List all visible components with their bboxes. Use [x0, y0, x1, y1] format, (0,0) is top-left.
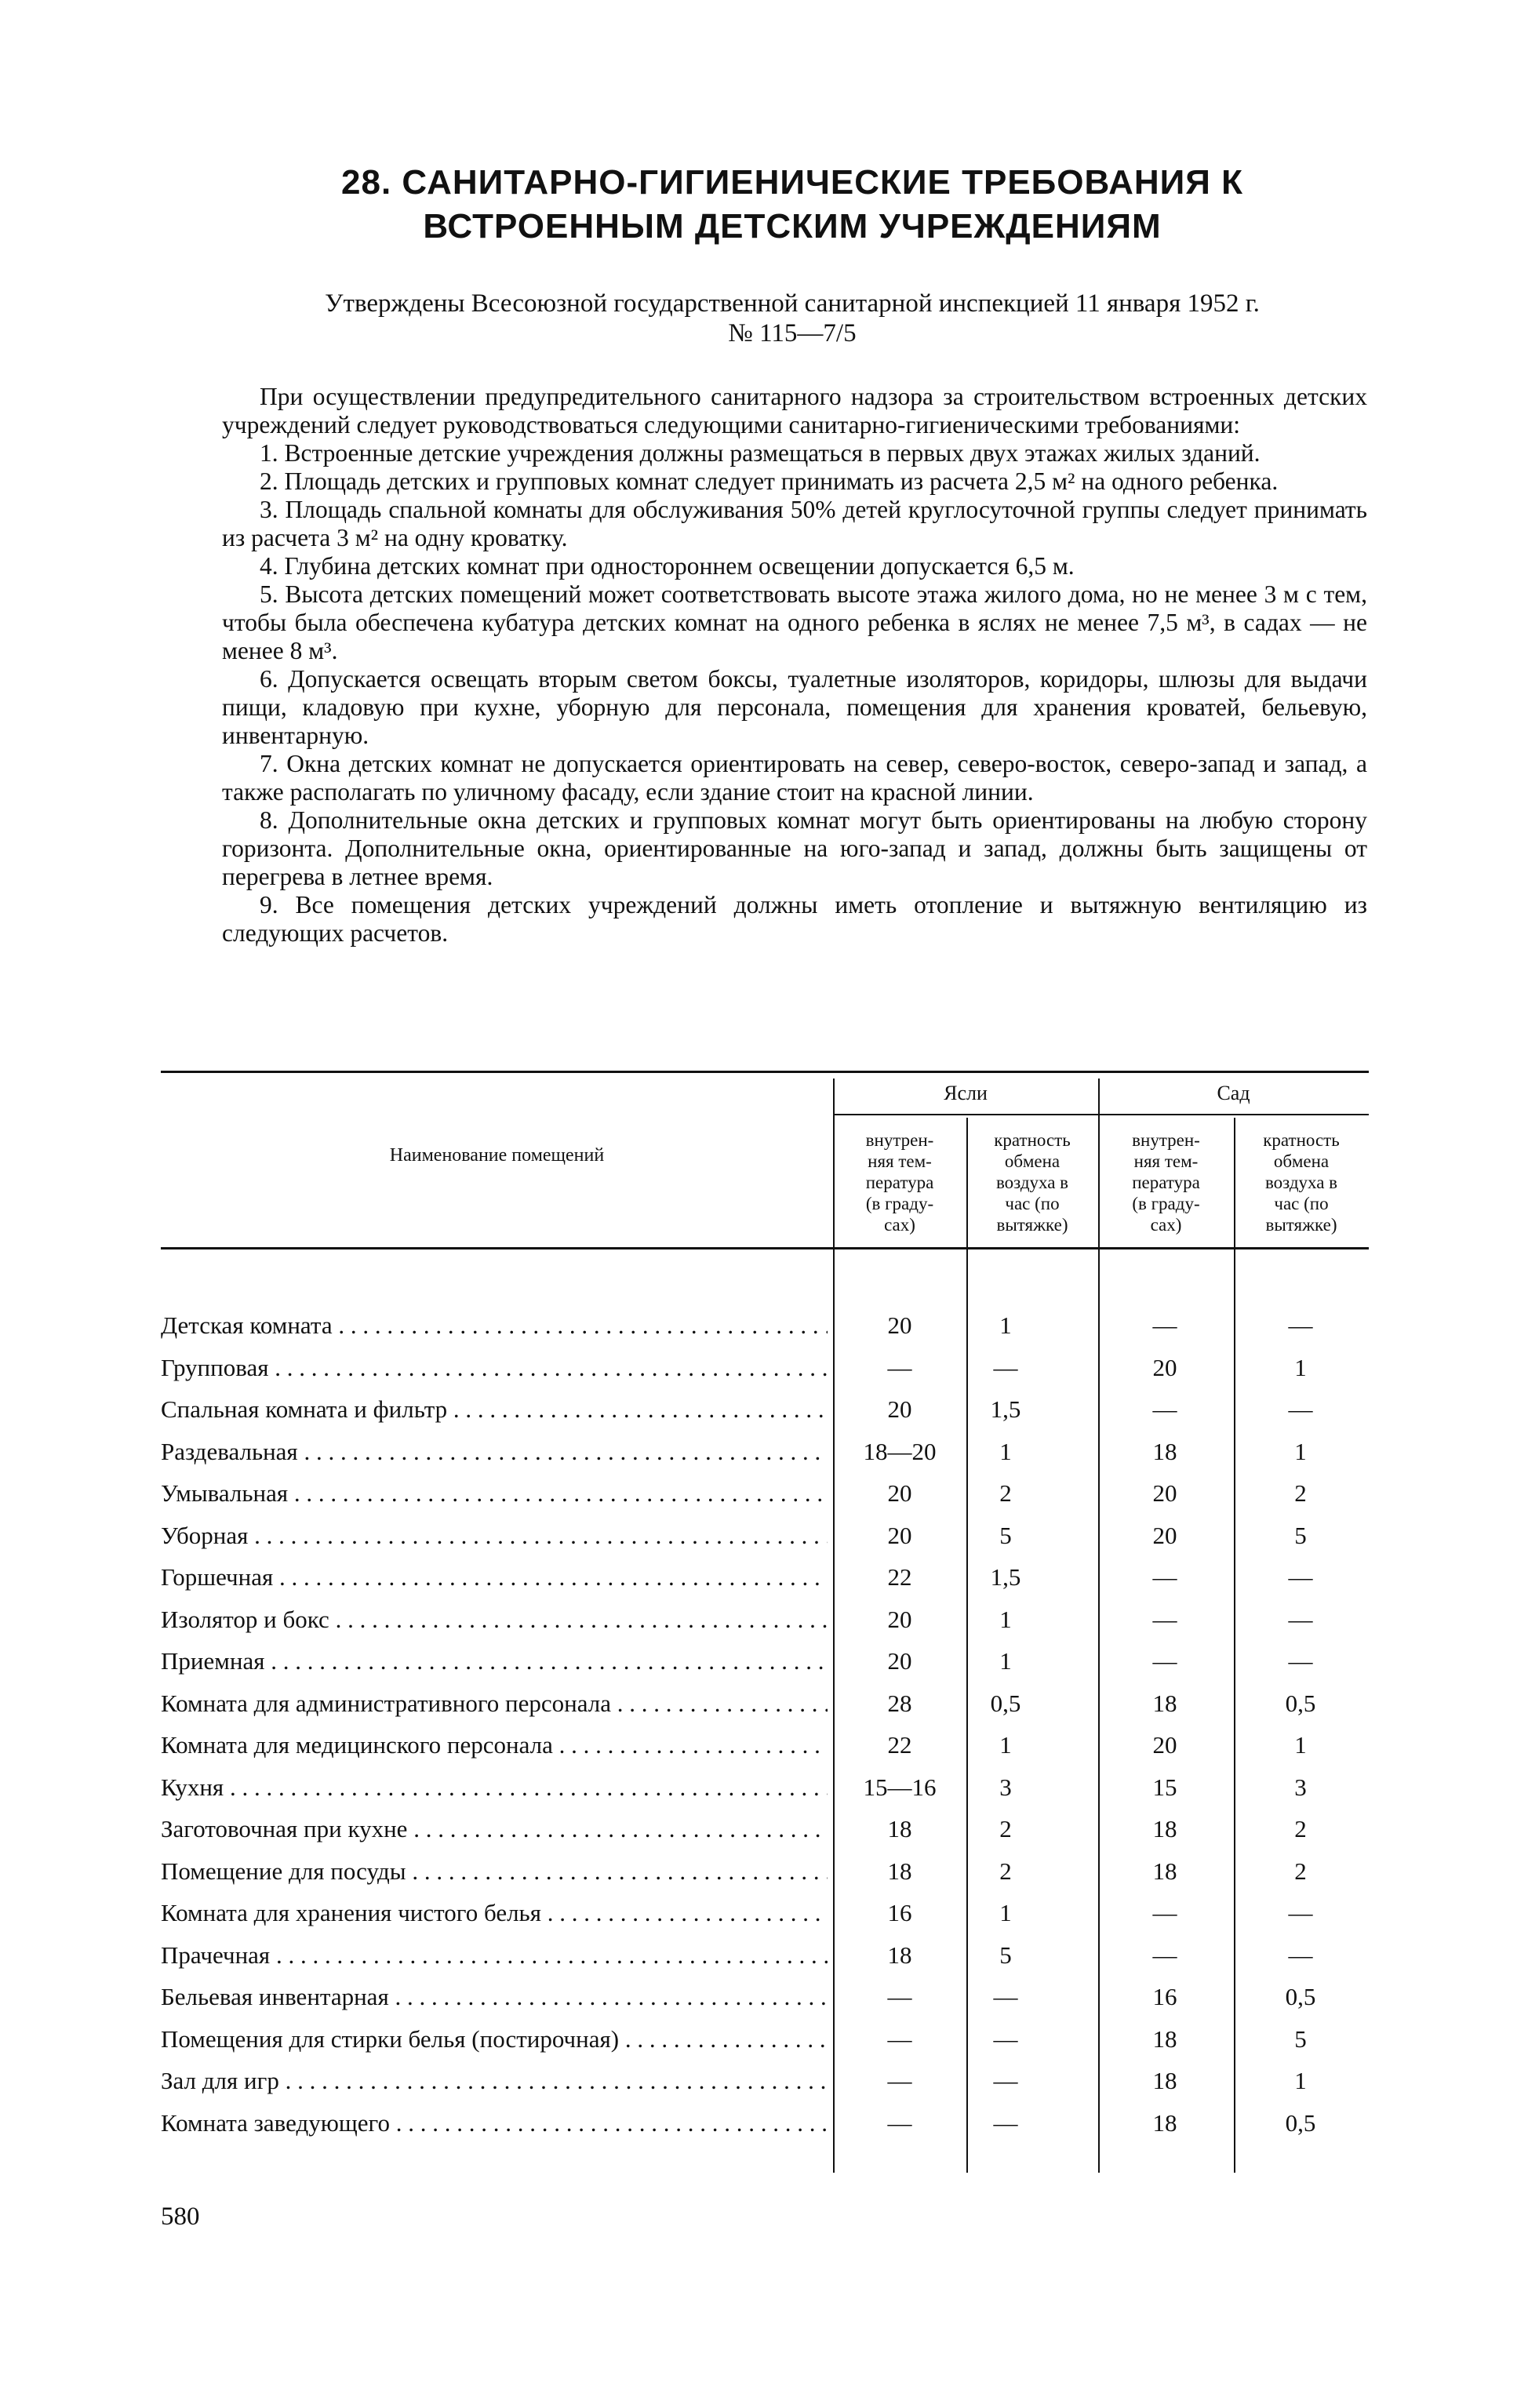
room-name: Зал для игр . . . — [161, 2060, 828, 2101]
nursery-rate: 1 — [999, 1731, 1012, 1759]
kindergarten-rate: 3 — [1294, 1773, 1307, 1801]
nursery-temp: — — [887, 2108, 912, 2137]
kindergarten-rate: 1 — [1294, 1353, 1307, 1381]
kindergarten-temp: 20 — [1152, 1731, 1177, 1759]
room-name: Прачечная . . . — [161, 1934, 828, 1976]
kindergarten-temp: 20 — [1152, 1479, 1177, 1507]
nursery-rate: 2 — [999, 1815, 1012, 1842]
header-kindergarten: Сад — [1217, 1082, 1250, 1104]
nursery-temp: 20 — [887, 1605, 912, 1633]
kindergarten-rate: 1 — [1294, 2067, 1307, 2094]
room-name: Заготовочная при кухне . . . — [161, 1808, 828, 1850]
kindergarten-temp: — — [1152, 1563, 1177, 1591]
header-nursery-temp: внутрен- няя тем- пература (в граду- сах) — [865, 1130, 934, 1235]
kindergarten-temp: 18 — [1152, 2108, 1177, 2137]
approval-note — [212, 289, 1373, 348]
nursery-rate: 1,5 — [990, 1395, 1021, 1423]
nursery-rate: — — [993, 1983, 1018, 2010]
table-row — [161, 1892, 1369, 1933]
paragraph: 5. Высота детских помещений может соответствовать высоте этажа жилого дома, но не менее 3 м с тем, чтобы была обеспечена кубатура детских комнат на одного ребенка в яслях не менее 7,5 м³, в садах — не менее 8 м³. — [222, 580, 1367, 664]
table-row — [161, 1556, 1369, 1598]
nursery-temp: 20 — [887, 1479, 912, 1507]
table-row — [161, 1599, 1369, 1640]
table-row — [161, 1766, 1369, 1808]
room-name: Горшечная . . . — [161, 1556, 828, 1598]
nursery-rate: 2 — [999, 1479, 1012, 1507]
kindergarten-temp: 16 — [1152, 1983, 1177, 2010]
table-row — [161, 1976, 1369, 2017]
table-row — [161, 2060, 1369, 2101]
nursery-rate: 5 — [999, 1941, 1012, 1969]
nursery-temp: 20 — [887, 1395, 912, 1423]
table-row — [161, 1808, 1369, 1850]
room-name: Приемная . . . — [161, 1640, 828, 1682]
table-row — [161, 1388, 1369, 1430]
nursery-temp: 20 — [887, 1311, 912, 1339]
kindergarten-temp: — — [1152, 1311, 1177, 1339]
nursery-rate: — — [993, 2024, 1018, 2053]
paragraph: 3. Площадь спальной комнаты для обслуживания 50% детей круглосуточной группы следует принимать из расчета 3 м² на одну кроватку. — [222, 496, 1367, 551]
room-name: Кухня . . . — [161, 1766, 828, 1808]
nursery-temp: 18—20 — [863, 1437, 937, 1465]
paragraph: 9. Все помещения детских учреждений должны иметь отопление и вытяжную вентиляцию из следующих расчетов. — [222, 891, 1367, 947]
nursery-rate: — — [993, 1353, 1018, 1381]
paragraph: При осуществлении предупредительного санитарного надзора за строительством встроенных детских учреждений следует руководствоваться следующими санитарно-гигиеническими требованиями: — [222, 383, 1367, 438]
table-row — [161, 2102, 1369, 2144]
kindergarten-temp: 15 — [1152, 1773, 1177, 1801]
kindergarten-rate: 2 — [1294, 1815, 1307, 1842]
nursery-temp: 18 — [887, 1815, 912, 1842]
paragraph: 4. Глубина детских комнат при одностороннем освещении допускается 6,5 м. — [260, 552, 1075, 580]
header-room-name: Наименование помещений — [389, 1145, 605, 1166]
kindergarten-rate: — — [1288, 1605, 1313, 1633]
kindergarten-rate: — — [1288, 1563, 1313, 1591]
room-name: Бельевая инвентарная . . . — [161, 1976, 828, 2017]
room-name: Комната для административного персонала . . . — [161, 1682, 828, 1724]
table-top-rule — [161, 1071, 1369, 1073]
page-number: 580 — [161, 2202, 200, 2231]
kindergarten-rate: 1 — [1294, 1731, 1307, 1759]
room-name: Изолятор и бокс . . . — [161, 1599, 828, 1640]
nursery-rate: 1 — [999, 1311, 1012, 1339]
kindergarten-temp: 18 — [1152, 1437, 1177, 1465]
table-row — [161, 1304, 1369, 1346]
nursery-temp: — — [887, 2024, 912, 2053]
room-name: Помещение для посуды . . . — [161, 1850, 828, 1892]
nursery-temp: 20 — [887, 1647, 912, 1675]
room-name: Помещения для стирки белья (постирочная) . . . — [161, 2018, 828, 2060]
nursery-rate: 2 — [999, 1857, 1012, 1885]
table-row — [161, 1640, 1369, 1682]
kindergarten-rate: 2 — [1294, 1857, 1307, 1885]
room-name: Спальная комната и фильтр . . . — [161, 1388, 828, 1430]
kindergarten-rate: — — [1288, 1941, 1313, 1969]
header-nursery-rate: кратность обмена воздуха в час (по вытяжке) — [994, 1130, 1071, 1235]
table-row — [161, 1431, 1369, 1472]
kindergarten-temp: — — [1152, 1647, 1177, 1675]
table-row — [161, 1515, 1369, 1556]
nursery-temp: — — [887, 1983, 912, 2010]
table-header-rule — [161, 1247, 1369, 1249]
nursery-temp: 22 — [887, 1563, 912, 1591]
table-row — [161, 1724, 1369, 1766]
kindergarten-rate: 0,5 — [1285, 1689, 1316, 1717]
nursery-rate: 5 — [999, 1521, 1012, 1549]
room-name: Комната заведующего . . . — [161, 2102, 828, 2144]
nursery-rate: 1,5 — [990, 1563, 1021, 1591]
room-name: Уборная . . . — [161, 1515, 828, 1556]
nursery-temp: 18 — [887, 1941, 912, 1969]
nursery-temp: — — [887, 1353, 912, 1381]
kindergarten-temp: 20 — [1152, 1353, 1177, 1381]
kindergarten-rate: — — [1288, 1311, 1313, 1339]
kindergarten-temp: 18 — [1152, 2067, 1177, 2094]
room-name: Групповая . . . — [161, 1347, 828, 1388]
nursery-temp: 22 — [887, 1731, 912, 1759]
nursery-rate: — — [993, 2108, 1018, 2137]
nursery-temp: — — [887, 2067, 912, 2094]
header-nursery: Ясли — [944, 1082, 988, 1104]
approval-line: Утверждены Всесоюзной государственной санитарной инспекцией 11 января 1952 г. — [325, 289, 1260, 318]
requirements-table — [161, 1071, 1369, 2169]
kindergarten-rate: 0,5 — [1285, 2108, 1316, 2137]
group-rule — [833, 1114, 1369, 1115]
nursery-temp: 18 — [887, 1857, 912, 1885]
nursery-rate: 1 — [999, 1437, 1012, 1465]
paragraph: 7. Окна детских комнат не допускается ориентировать на север, северо-восток, северо-запад и запад, а также располагать по уличному фасаду, если здание стоит на красной линии. — [222, 750, 1367, 806]
body-text — [222, 383, 1367, 948]
paragraph: 8. Дополнительные окна детских и групповых комнат могут быть ориентированы на любую сторону горизонта. Дополнительные окна, ориентированные на юго-запад и запад, должны быть защищены от перегрева в летнее время. — [222, 806, 1367, 890]
nursery-rate: 3 — [999, 1773, 1012, 1801]
kindergarten-temp: 20 — [1152, 1521, 1177, 1549]
nursery-rate: 1 — [999, 1647, 1012, 1675]
header-kindergarten-rate: кратность обмена воздуха в час (по вытяжке) — [1263, 1130, 1340, 1235]
room-name: Комната для медицинского персонала . . . — [161, 1724, 828, 1766]
approval-number: № 115—7/5 — [728, 319, 857, 347]
kindergarten-rate: 5 — [1294, 1521, 1307, 1549]
kindergarten-temp: — — [1152, 1899, 1177, 1926]
nursery-temp: 16 — [887, 1899, 912, 1926]
table-row — [161, 1934, 1369, 1976]
kindergarten-temp: 18 — [1152, 2024, 1177, 2053]
room-name: Комната для хранения чистого белья . . . — [161, 1892, 828, 1933]
room-name: Детская комната . . . — [161, 1304, 828, 1346]
kindergarten-temp: 18 — [1152, 1689, 1177, 1717]
nursery-temp: 20 — [887, 1521, 912, 1549]
table-row — [161, 1682, 1369, 1724]
kindergarten-temp: — — [1152, 1941, 1177, 1969]
nursery-rate: — — [993, 2067, 1018, 2094]
kindergarten-temp: 18 — [1152, 1815, 1177, 1842]
kindergarten-rate: — — [1288, 1395, 1313, 1423]
paragraph: 1. Встроенные детские учреждения должны размещаться в первых двух этажах жилых зданий. — [260, 439, 1261, 467]
room-name: Раздевальная . . . — [161, 1431, 828, 1472]
kindergarten-temp: — — [1152, 1605, 1177, 1633]
room-name: Умывальная . . . — [161, 1472, 828, 1514]
nursery-rate: 0,5 — [990, 1689, 1021, 1717]
kindergarten-rate: — — [1288, 1647, 1313, 1675]
table-row — [161, 1850, 1369, 1892]
table-row — [161, 2018, 1369, 2060]
kindergarten-rate: 2 — [1294, 1479, 1307, 1507]
nursery-rate: 1 — [999, 1899, 1012, 1926]
page-title: 28. САНИТАРНО-ГИГИЕНИЧЕСКИЕ ТРЕБОВАНИЯ К ВСТРОЕННЫМ ДЕТСКИМ УЧРЕЖДЕНИЯМ — [341, 163, 1243, 246]
kindergarten-rate: 0,5 — [1285, 1983, 1316, 2010]
paragraph: 2. Площадь детских и групповых комнат следует принимать из расчета 2,5 м² на одного ребенка. — [260, 467, 1279, 495]
table-row — [161, 1472, 1369, 1514]
kindergarten-temp: 18 — [1152, 1857, 1177, 1885]
nursery-temp: 15—16 — [863, 1773, 937, 1801]
kindergarten-rate: — — [1288, 1899, 1313, 1926]
kindergarten-rate: 1 — [1294, 1437, 1307, 1465]
paragraph: 6. Допускается освещать вторым светом боксы, туалетные изоляторов, коридоры, шлюзы для выдачи пищи, кладовую при кухне, уборную для персонала, помещения для хранения кроватей, бельевую, инвентарную. — [222, 665, 1367, 749]
header-kindergarten-temp: внутрен- няя тем- пература (в граду- сах) — [1132, 1130, 1200, 1235]
kindergarten-rate: 5 — [1294, 2024, 1307, 2053]
kindergarten-temp: — — [1152, 1395, 1177, 1423]
table-row — [161, 1347, 1369, 1388]
nursery-rate: 1 — [999, 1605, 1012, 1633]
nursery-temp: 28 — [887, 1689, 912, 1717]
